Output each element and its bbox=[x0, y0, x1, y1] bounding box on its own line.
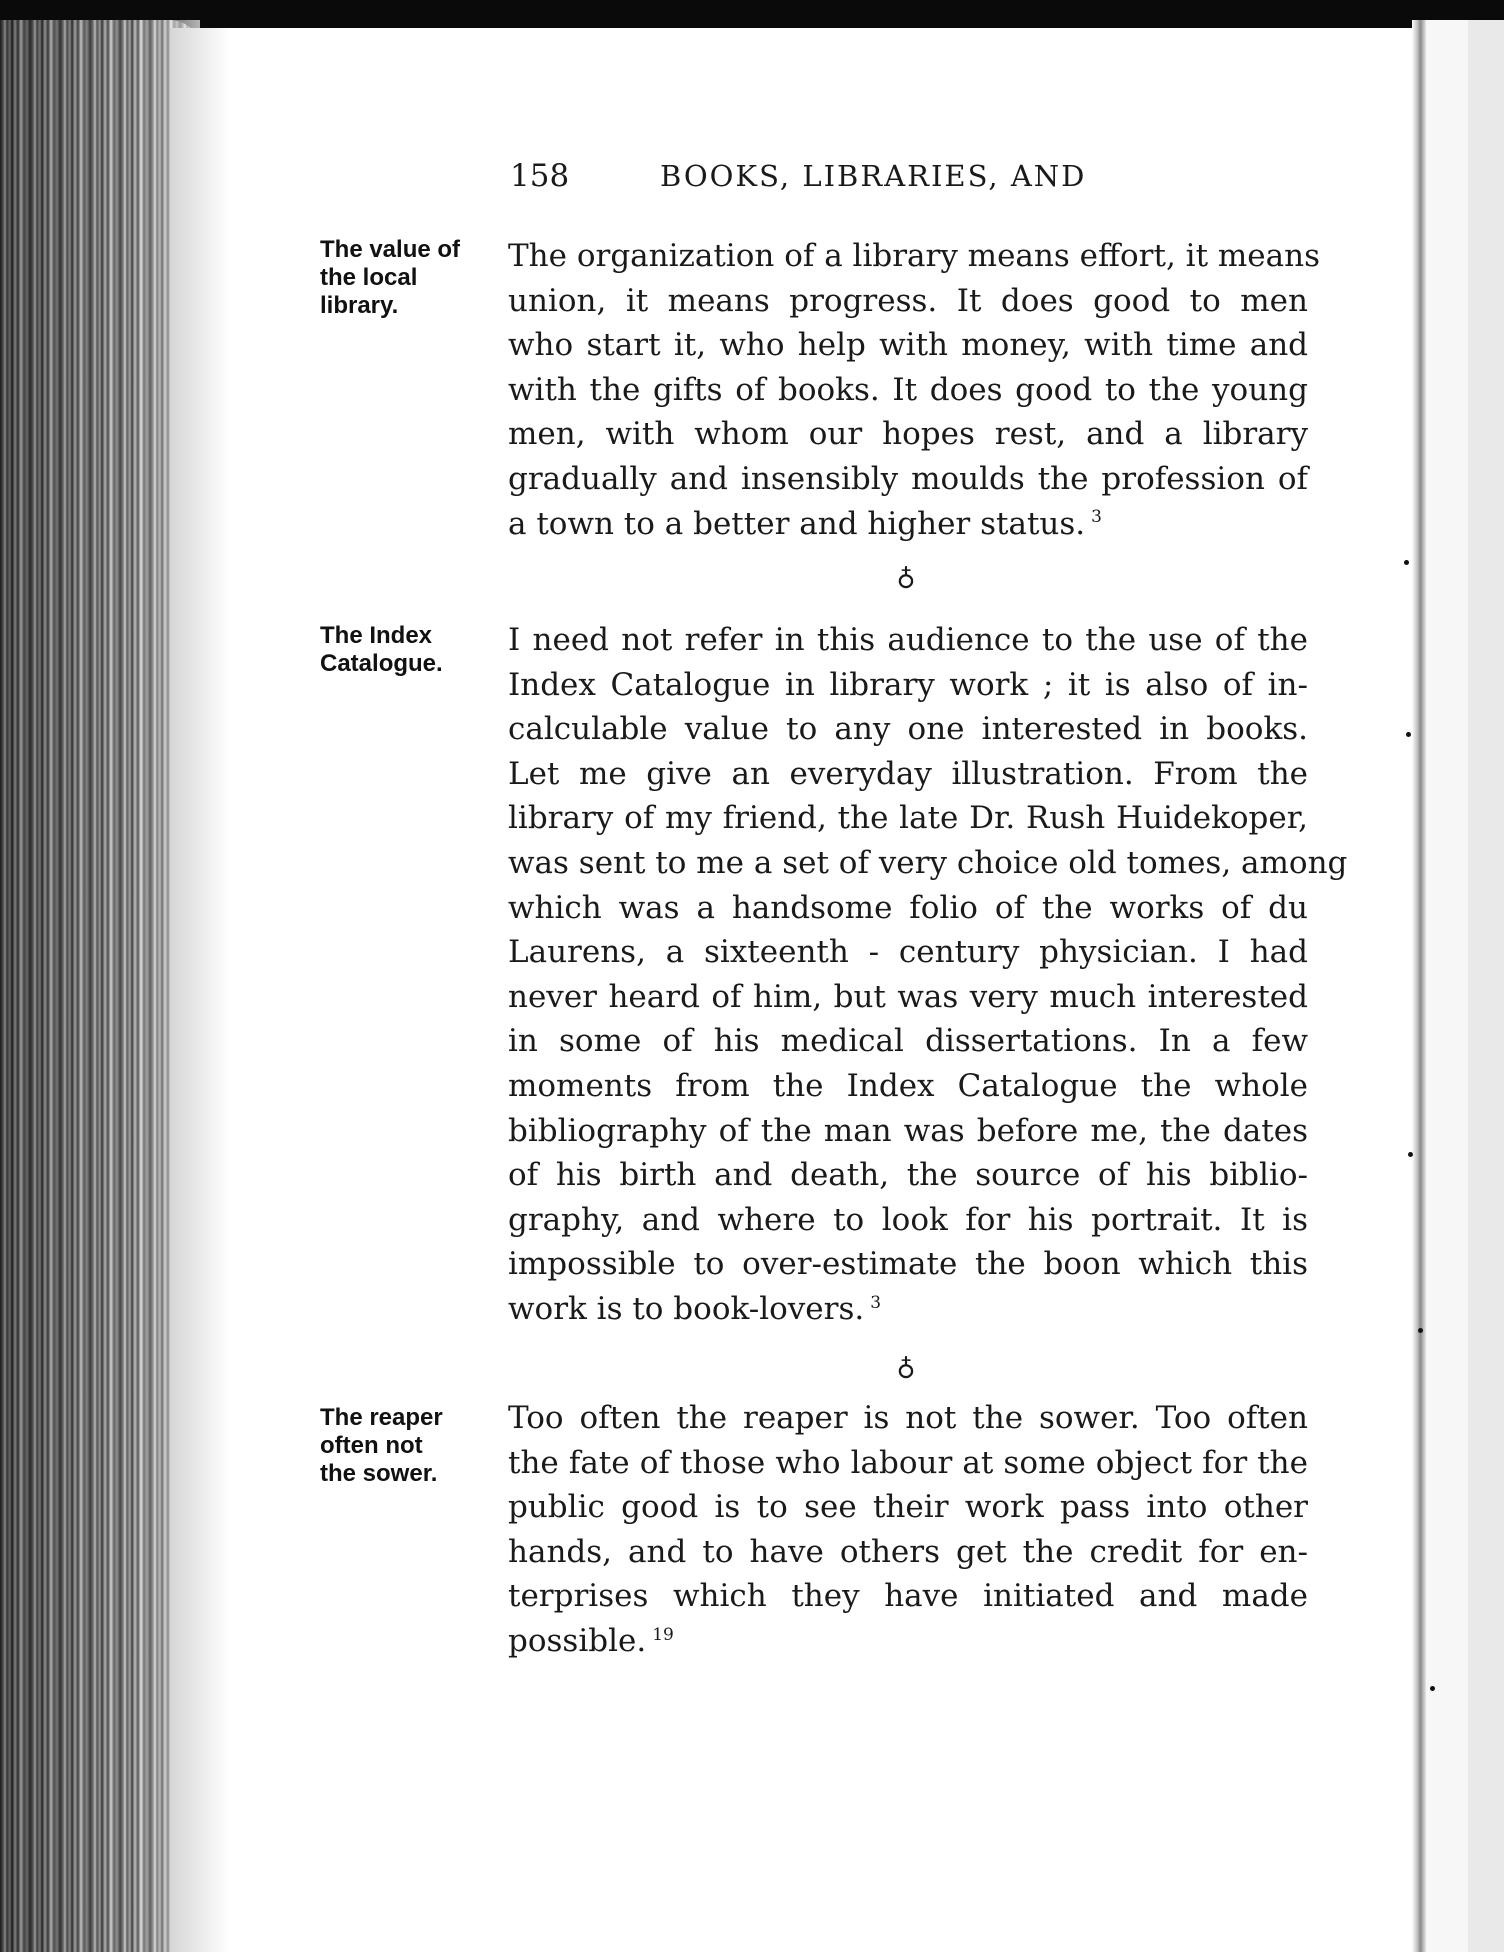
text-line: graphy, and where to look for his portrait. It is bbox=[508, 1201, 1308, 1238]
text-line: The organization of a library means effort, it means bbox=[508, 238, 1320, 274]
text-line: Laurens, a sixteenth - century physician. I had bbox=[508, 934, 1308, 971]
text-line: who start it, who help with money, with time and bbox=[508, 327, 1308, 364]
text-line-last bbox=[508, 1619, 1308, 1664]
text-line: men, with whom our hopes rest, and a library bbox=[508, 416, 1308, 453]
text-line: impossible to over-estimate the boon which this bbox=[508, 1246, 1308, 1283]
text-line: which was a handsome folio of the works of du bbox=[508, 889, 1308, 926]
paragraph-index-catalogue bbox=[508, 618, 1348, 1332]
text-line: library of my friend, the late Dr. Rush Huidekoper, bbox=[508, 800, 1308, 837]
text-line: calculable value to any one interested in books. bbox=[508, 711, 1308, 748]
paragraph-reaper-sower bbox=[508, 1396, 1308, 1664]
text-line: terprises which they have initiated and made bbox=[508, 1578, 1308, 1615]
text-line: public good is to see their work pass into other bbox=[508, 1489, 1308, 1526]
book-spine bbox=[1412, 20, 1426, 1952]
text-line: moments from the Index Catalogue the whole bbox=[508, 1067, 1308, 1104]
text-line: never heard of him, but was very much interested bbox=[508, 978, 1308, 1015]
text-line: the fate of those who labour at some object for the bbox=[508, 1444, 1308, 1481]
text-line: Too often the reaper is not the sower. Too often bbox=[508, 1400, 1308, 1436]
text-line: Index Catalogue in library work ; it is also of in- bbox=[508, 666, 1308, 703]
text-line-last bbox=[508, 1287, 1308, 1332]
text-line: union, it means progress. It does good to men bbox=[508, 282, 1308, 319]
section-ornament: ♁ bbox=[896, 1352, 916, 1382]
text-line: bibliography of the man was before me, the dates bbox=[508, 1112, 1308, 1149]
text-line: I need not refer in this audience to the use of the bbox=[508, 622, 1308, 658]
gutter-shadow bbox=[170, 28, 230, 1952]
ink-speck bbox=[1406, 732, 1411, 737]
text-line: Let me give an everyday illustration. From the bbox=[508, 755, 1308, 792]
ink-speck bbox=[1408, 1152, 1413, 1157]
running-head bbox=[510, 158, 1140, 208]
text-line: gradually and insensibly moulds the profession of bbox=[508, 460, 1308, 497]
text-line: was sent to me a set of very choice old tomes, among bbox=[508, 844, 1348, 881]
ink-speck bbox=[1404, 560, 1409, 565]
text-line: of his birth and death, the source of his biblio- bbox=[508, 1157, 1308, 1194]
text-line: work is to book-lovers. bbox=[508, 1290, 865, 1327]
text-line: possible. bbox=[508, 1622, 647, 1659]
footnote-ref: 3 bbox=[870, 1292, 882, 1313]
text-line: hands, and to have others get the credit for en- bbox=[508, 1533, 1308, 1570]
paragraph-local-library bbox=[508, 234, 1320, 546]
text-line: in some of his medical dissertations. In a few bbox=[508, 1023, 1308, 1060]
text-line-last bbox=[508, 502, 1308, 547]
side-note-index-catalogue: The Index Catalogue. bbox=[320, 622, 443, 677]
ink-speck bbox=[1430, 1686, 1435, 1691]
facing-page-edge bbox=[1468, 20, 1504, 1952]
text-line: a town to a better and higher status. bbox=[508, 505, 1086, 542]
section-ornament: ♁ bbox=[896, 562, 916, 592]
footnote-ref: 19 bbox=[652, 1624, 674, 1645]
page-number: 158 bbox=[510, 158, 570, 194]
scan-top-border bbox=[0, 0, 1504, 28]
side-note-reaper-sower: The reaper often not the sower. bbox=[320, 1404, 443, 1487]
side-note-value-of-local-library: The value of the local library. bbox=[320, 236, 461, 319]
text-line: with the gifts of books. It does good to the young bbox=[508, 371, 1308, 408]
running-title: BOOKS, LIBRARIES, AND bbox=[660, 159, 1087, 193]
ink-speck bbox=[1418, 1328, 1423, 1333]
footnote-ref: 3 bbox=[1091, 507, 1102, 528]
